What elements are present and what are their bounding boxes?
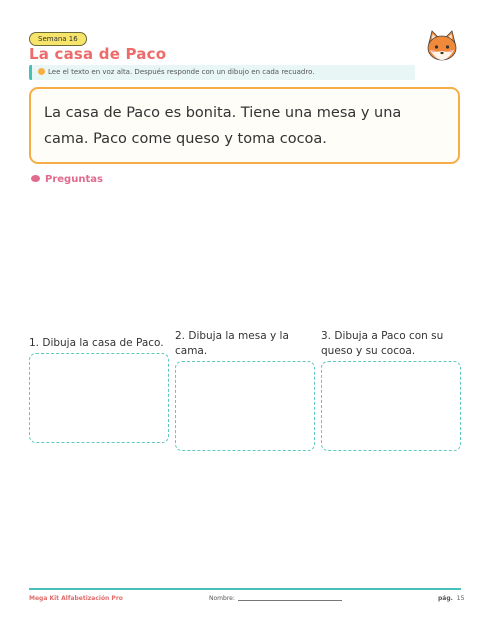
footer-brand: Mega Kit Alfabetización Pro — [29, 595, 123, 602]
instruction-bar — [29, 65, 415, 80]
questions-heading — [31, 174, 103, 185]
page-title: La casa de Paco — [29, 45, 167, 63]
name-label: Nombre: — [209, 595, 235, 602]
fox-mascot-icon — [424, 29, 460, 63]
week-badge: Semana 16 — [29, 32, 87, 46]
question-1: 1. Dibuja la casa de Paco. — [29, 337, 164, 349]
footer-name-field — [209, 595, 342, 602]
speech-bubble-icon — [31, 175, 40, 182]
footer-page — [438, 595, 464, 602]
question-3: 3. Dibuja a Paco con su queso y su cocoa. — [321, 330, 444, 357]
drawing-box-1[interactable] — [29, 353, 169, 443]
footer-divider — [29, 588, 461, 590]
instruction-text: Lee el texto en voz alta. Después responde con un dibujo en cada recuadro. — [48, 68, 315, 76]
page-label: pág. — [438, 595, 453, 602]
reading-passage: La casa de Paco es bonita. Tiene una mesa y una cama. Paco come queso y toma cocoa. — [29, 87, 460, 164]
name-line[interactable] — [238, 600, 342, 601]
question-2: 2. Dibuja la mesa y la cama. — [175, 330, 289, 357]
drawing-box-2[interactable] — [175, 361, 315, 451]
page-number: 15 — [456, 595, 465, 602]
hand-pointer-icon — [38, 68, 45, 75]
questions-heading-label: Preguntas — [45, 174, 103, 185]
drawing-box-3[interactable] — [321, 361, 461, 451]
